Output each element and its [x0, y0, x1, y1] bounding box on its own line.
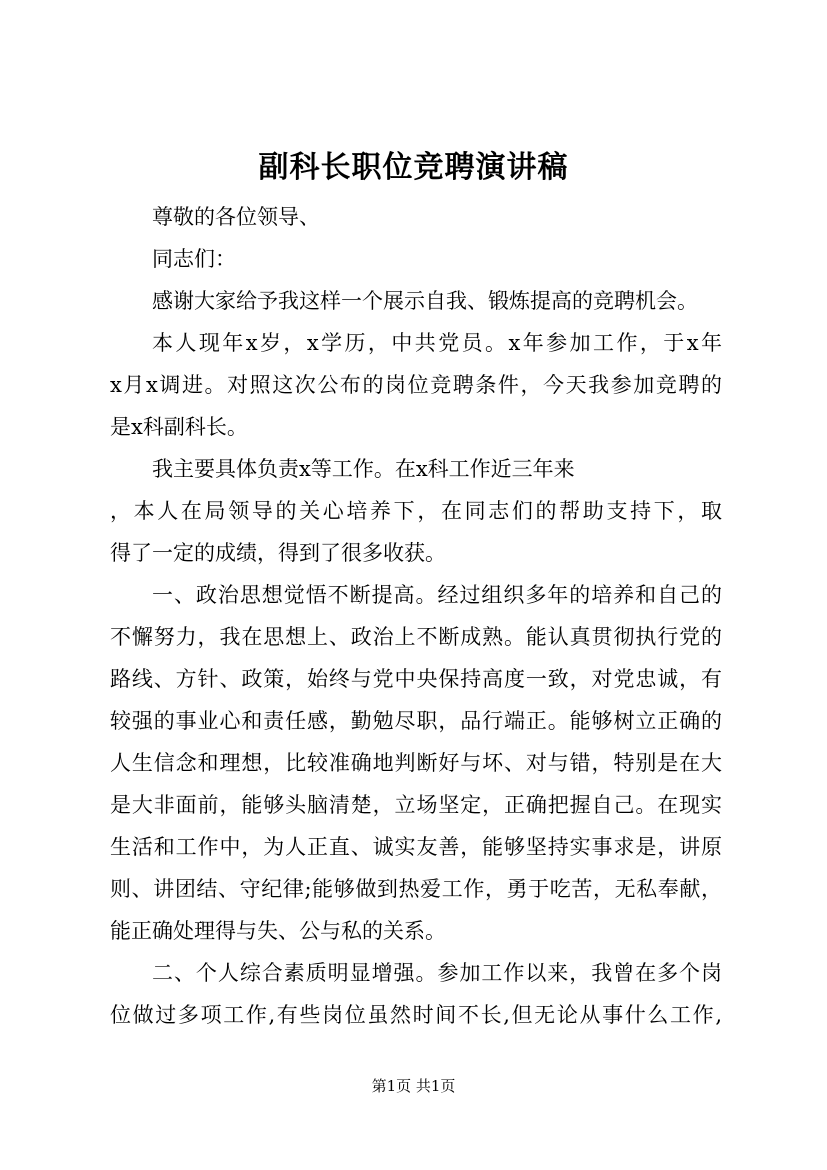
body-line: ，本人在局领导的关心培养下，在同志们的帮助支持下，取	[110, 499, 722, 523]
body-line: 本人现年x岁，x学历，中共党员。x年参加工作，于x年	[152, 331, 722, 355]
body-line: 同志们：	[152, 247, 236, 271]
body-line: 不懈努力，我在思想上、政治上不断成熟。能认真贯彻执行党的	[110, 625, 722, 649]
body-line: 感谢大家给予我这样一个展示自我、锻炼提高的竞聘机会。	[152, 289, 698, 313]
body-line: 尊敬的各位领导、	[152, 205, 320, 229]
body-line: 较强的事业心和责任感，勤勉尽职，品行端正。能够树立正确的	[110, 709, 722, 733]
body-line: 一、政治思想觉悟不断提高。经过组织多年的培养和自己的	[152, 583, 722, 607]
body-line: x月x调进。对照这次公布的岗位竞聘条件，今天我参加竞聘的	[110, 373, 722, 397]
body-line: 人生信念和理想，比较准确地判断好与坏、对与错，特别是在大	[110, 751, 722, 775]
page-footer: 第1页 共1页	[371, 1077, 456, 1095]
body-line: 位做过多项工作,有些岗位虽然时间不长,但无论从事什么工作,	[110, 1003, 722, 1027]
body-line: 得了一定的成绩，得到了很多收获。	[110, 541, 446, 565]
body-line: 则、讲团结、守纪律;能够做到热爱工作，勇于吃苦，无私奉献，	[110, 877, 722, 901]
body-line: 二、个人综合素质明显增强。参加工作以来，我曾在多个岗	[152, 961, 722, 985]
document-title: 副科长职位竞聘演讲稿	[258, 150, 569, 185]
body-line: 我主要具体负责x等工作。在x科工作近三年来	[152, 457, 575, 481]
body-line: 是x科副科长。	[110, 415, 248, 439]
document-body	[110, 196, 722, 1036]
body-line: 能正确处理得与失、公与私的关系。	[110, 919, 446, 943]
body-line: 是大非面前，能够头脑清楚，立场坚定，正确把握自己。在现实	[110, 793, 722, 817]
body-line: 路线、方针、政策，始终与党中央保持高度一致，对党忠诚，有	[110, 667, 722, 691]
body-line: 生活和工作中，为人正直、诚实友善，能够坚持实事求是，讲原	[110, 835, 722, 859]
